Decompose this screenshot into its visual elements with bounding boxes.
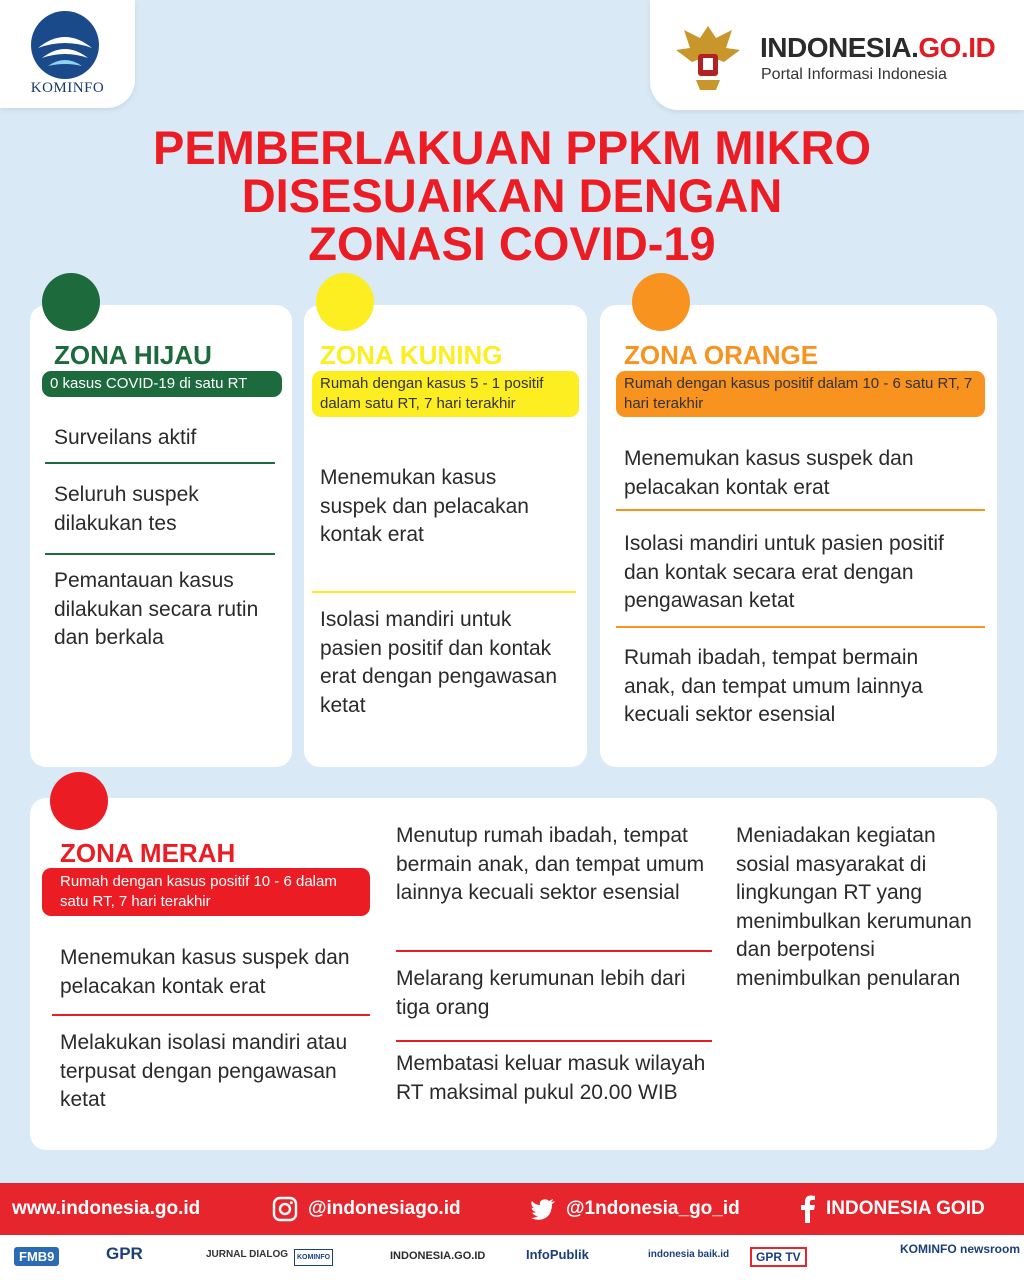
title-line-2: DISESUAIKAN DENGAN [241, 169, 783, 222]
zona-kuning-criteria: Rumah dengan kasus 5 - 1 positif dalam satu RT, 7 hari terakhir [312, 371, 579, 417]
facebook-icon [800, 1195, 816, 1223]
zona-merah-item-1: Menemukan kasus suspek dan pelacakan kontak erat [60, 946, 350, 998]
zona-merah-item-2: Melakukan isolasi mandiri atau terpusat dengan pengawasan ketat [60, 1031, 348, 1111]
kominfo-label: KOMINFO [30, 80, 105, 96]
title-line-1: PEMBERLAKUAN PPKM MIKRO [152, 121, 872, 174]
zona-kuning-title: ZONA KUNING [320, 340, 503, 370]
page-title [0, 121, 1024, 270]
portal-name-a: INDONESIA. [760, 32, 919, 63]
kominfo-logo [0, 0, 135, 108]
instagram-icon [272, 1196, 298, 1222]
zona-merah-criteria: Rumah dengan kasus positif 10 - 6 dalam satu RT, 7 hari terakhir [42, 868, 370, 916]
website-link[interactable] [12, 1183, 200, 1235]
partner-indonesia-go-id: INDONESIA.GO.ID [390, 1250, 486, 1262]
divider [396, 950, 712, 952]
instagram-link[interactable] [272, 1183, 461, 1235]
zona-orange-item-1: Menemukan kasus suspek dan pelacakan kontak erat [624, 447, 914, 499]
partner-gpr: GPR [106, 1244, 143, 1263]
zona-merah-dot [50, 772, 108, 830]
partner-infopublik: InfoPublik [526, 1247, 589, 1262]
zona-merah-item-6: Meniadakan kegiatan sosial masyarakat di lingkungan RT yang menimbulkan kerumunan dan berpotensi menimbulkan penularan [736, 824, 972, 990]
partner-jurnal-dialog: JURNAL DIALOG [206, 1249, 289, 1260]
divider [45, 553, 275, 555]
website-label: www.indonesia.go.id [12, 1198, 201, 1219]
partner-logos [0, 1235, 1024, 1280]
zona-hijau-title: ZONA HIJAU [54, 340, 212, 370]
divider [616, 509, 985, 511]
title-line-3: ZONASI COVID-19 [308, 217, 716, 270]
zona-kuning-item-2: Isolasi mandiri untuk pasien positif dan kontak erat dengan pengawasan ketat [320, 608, 558, 717]
partner-kominfo-newsroom: KOMINFO newsroom [900, 1242, 1021, 1256]
facebook-link[interactable] [800, 1183, 985, 1235]
zona-hijau-criteria: 0 kasus COVID-19 di satu RT [42, 371, 282, 397]
zona-hijau-item-1: Surveilans aktif [54, 426, 197, 449]
zona-hijau-item-2: Seluruh suspek dilakukan tes [54, 483, 199, 535]
zona-orange-dot [632, 273, 690, 331]
facebook-label: INDONESIA GOID [826, 1198, 985, 1219]
footer-bar [0, 1183, 1024, 1235]
zona-kuning-dot [316, 273, 374, 331]
instagram-label: @indonesiago.id [308, 1198, 461, 1219]
divider [616, 626, 985, 628]
zona-orange-criteria: Rumah dengan kasus positif dalam 10 - 6 satu RT, 7 hari terakhir [616, 371, 985, 417]
zona-merah-item-5: Membatasi keluar masuk wilayah RT maksimal pukul 20.00 WIB [396, 1052, 706, 1104]
zona-orange-item-2: Isolasi mandiri untuk pasien positif dan kontak secara erat dengan pengawasan ketat [624, 532, 944, 612]
partner-gpr-tv: GPR TV [750, 1247, 807, 1267]
zona-hijau-item-3: Pemantauan kasus dilakukan secara rutin dan berkala [54, 569, 259, 649]
zona-kuning-item-1: Menemukan kasus suspek dan pelacakan kontak erat [320, 466, 529, 546]
portal-tagline: Portal Informasi Indonesia [761, 66, 947, 83]
partner-kominfo: KOMINFO [294, 1249, 333, 1266]
indonesia-go-id-logo [650, 0, 1024, 110]
twitter-link[interactable] [530, 1183, 740, 1235]
twitter-label: @1ndonesia_go_id [566, 1198, 740, 1219]
divider [45, 462, 275, 464]
garuda-emblem-icon [672, 20, 744, 96]
portal-name-b: GO.ID [918, 32, 996, 63]
zona-merah-item-3: Menutup rumah ibadah, tempat bermain anak, dan tempat umum lainnya kecuali sektor esensial [396, 824, 705, 904]
divider [396, 1040, 712, 1042]
twitter-icon [530, 1198, 556, 1220]
zona-orange-item-3: Rumah ibadah, tempat bermain anak, dan tempat umum lainnya kecuali sektor esensial [624, 646, 923, 726]
zona-merah-title: ZONA MERAH [60, 838, 236, 868]
divider [312, 591, 576, 593]
portal-name [760, 32, 995, 64]
zona-orange-title: ZONA ORANGE [624, 340, 819, 370]
kominfo-emblem-icon [28, 8, 102, 82]
zona-merah-item-4: Melarang kerumunan lebih dari tiga orang [396, 967, 686, 1019]
partner-indonesia-baik: indonesia baik.id [648, 1249, 730, 1260]
zona-hijau-dot [42, 273, 100, 331]
divider [52, 1014, 370, 1016]
partner-fmb9: FMB9 [14, 1247, 59, 1266]
